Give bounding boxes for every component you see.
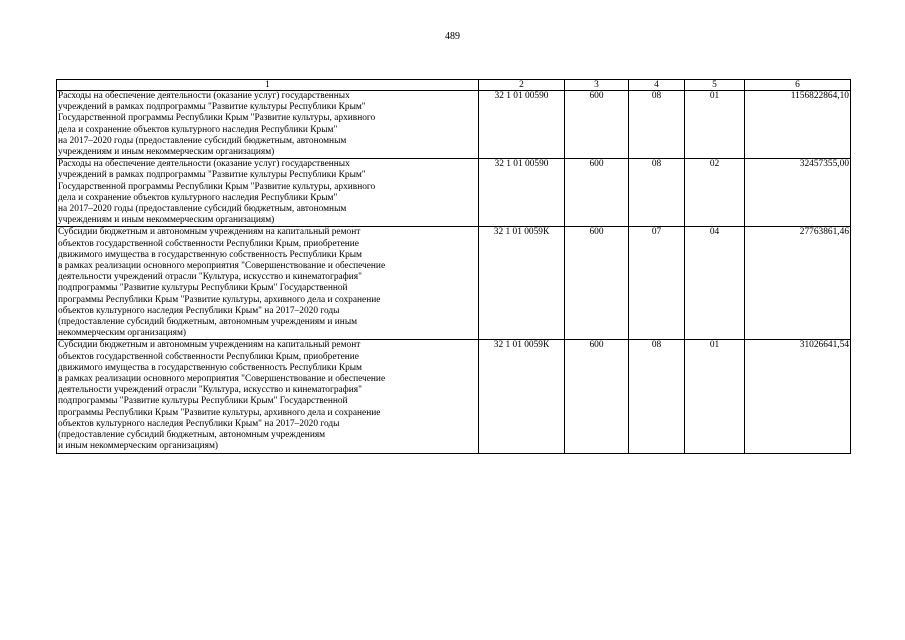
page-number: 489 [445, 31, 460, 42]
row-col-3: 600 [565, 91, 629, 159]
row-amount: 27763861,46 [745, 227, 851, 340]
row-code: 32 1 01 0059К [479, 227, 565, 340]
row-amount: 32457355,00 [745, 159, 851, 227]
header-col-4: 4 [629, 80, 685, 91]
row-col-3: 600 [565, 227, 629, 340]
header-col-3: 3 [565, 80, 629, 91]
header-col-5: 5 [685, 80, 745, 91]
row-col-5: 01 [685, 91, 745, 159]
row-col-4: 08 [629, 340, 685, 453]
row-col-4: 07 [629, 227, 685, 340]
table-row [57, 91, 851, 159]
row-code: 32 1 01 00590 [479, 159, 565, 227]
row-description: Расходы на обеспечение деятельности (оказание услуг) государственных учреждений в рамках подпрограммы "Развитие культуры Республики Крым" Государственной программы Республики Крым "Развитие культуры, архивного дела и сохранение объектов культурного наследия Республики Крым" на 2017–2020 годы (предоставление субсидий бюджетным, автономным учреждениям и иным некоммерческим организациям) [57, 91, 479, 159]
row-description: Субсидии бюджетным и автономным учреждениям на капитальный ремонт объектов государственной собственности Республики Крым, приобретение движимого имущества в государственную собственность Республики Крым в рамках реализации основного мероприятия "Совершенствование и обеспечение деятельности учреждений отрасли "Культура, искусство и кинематография" подпрограммы "Развитие культуры Республики Крым" Государственной программы Республики Крым "Развитие культуры, архивного дела и сохранение объектов культурного наследия Республики Крым" на 2017–2020 годы (предоставление субсидий бюджетным, автономным учреждениям и иным некоммерческим организациям) [57, 227, 479, 340]
row-description: Субсидии бюджетным и автономным учреждениям на капитальный ремонт объектов государственной собственности Республики Крым, приобретение движимого имущества в государственную собственность Республики Крым в рамках реализации основного мероприятия "Совершенствование и обеспечение деятельности учреждений отрасли "Культура, искусство и кинематография" подпрограммы "Развитие культуры Республики Крым" Государственной программы Республики Крым "Развитие культуры, архивного дела и сохранение объектов культурного наследия Республики Крым" на 2017–2020 годы (предоставление субсидий бюджетным, автономным учреждениям и иным некоммерческим организациям) [57, 340, 479, 453]
row-col-3: 600 [565, 159, 629, 227]
table-row [57, 159, 851, 227]
row-col-5: 02 [685, 159, 745, 227]
header-row [57, 80, 851, 91]
row-amount: 31026641,54 [745, 340, 851, 453]
row-col-4: 08 [629, 159, 685, 227]
row-code: 32 1 01 00590 [479, 91, 565, 159]
budget-table [56, 79, 851, 454]
table-body [57, 91, 851, 454]
header-col-6: 6 [745, 80, 851, 91]
header-col-1: 1 [57, 80, 479, 91]
row-col-3: 600 [565, 340, 629, 453]
row-col-5: 04 [685, 227, 745, 340]
table-row [57, 340, 851, 453]
table-row [57, 227, 851, 340]
table-header [57, 80, 851, 91]
row-description: Расходы на обеспечение деятельности (оказание услуг) государственных учреждений в рамках подпрограммы "Развитие культуры Республики Крым" Государственной программы Республики Крым "Развитие культуры, архивного дела и сохранение объектов культурного наследия Республики Крым" на 2017–2020 годы (предоставление субсидий бюджетным, автономным учреждениям и иным некоммерческим организациям) [57, 159, 479, 227]
row-amount: 1156822864,10 [745, 91, 851, 159]
header-col-2: 2 [479, 80, 565, 91]
row-code: 32 1 01 0059К [479, 340, 565, 453]
row-col-4: 08 [629, 91, 685, 159]
row-col-5: 01 [685, 340, 745, 453]
